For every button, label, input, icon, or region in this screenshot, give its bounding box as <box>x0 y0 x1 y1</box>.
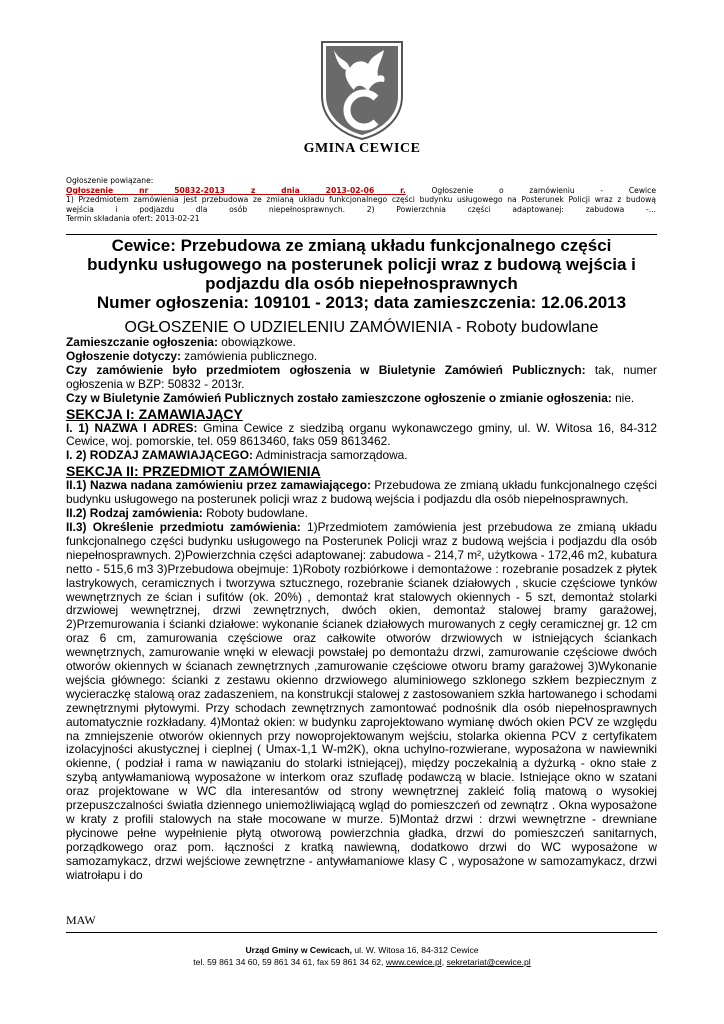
field-rodzaj-zamowienia <box>66 507 657 521</box>
related-line1 <box>66 186 656 196</box>
field-value: zamówienia publicznego. <box>180 348 318 363</box>
notice-number: Numer ogłoszenia: 109101 - 2013; data zamieszczenia: 12.06.2013 <box>96 293 627 312</box>
title-line: budynku usługowego na posterunek policji wraz z budową wejścia i <box>87 255 636 274</box>
org-name: GMINA CEWICE <box>303 141 421 156</box>
field-label: I. 2) RODZAJ ZAMAWIAJĄCEGO: <box>66 448 253 463</box>
related-line2: 1) Przedmiotem zamówienia jest przebudowa ze zmianą układu funkcjonalnego części budynku usługowego na Posterunek Policji wraz z budową <box>66 195 656 205</box>
field-label: II.1) Nazwa nadana zamówieniu przez zamawiającego: <box>66 478 371 493</box>
page-footer <box>0 944 724 968</box>
field-bzp <box>66 364 657 392</box>
divider <box>66 234 657 235</box>
related-line1-rest: Ogłoszenie o zamówieniu - Cewice <box>431 185 656 195</box>
field-zamieszczanie <box>66 336 657 350</box>
author-initials: MAW <box>66 913 96 927</box>
related-line3: wejścia i podjazdu dla osób niepełnosprawnych. 2) Powierzchnia części adaptowanej: zabudowa -... <box>66 204 656 214</box>
field-label: I. 1) NAZWA I ADRES: <box>66 420 198 435</box>
field-label: Czy zamówienie było przedmiotem ogłoszenia w Biuletynie Zamówień Publicznych: <box>66 362 586 377</box>
section-heading: SEKCJA I: ZAMAWIAJĄCY <box>66 405 243 422</box>
field-value: obowiązkowe. <box>217 335 296 349</box>
footer-email-link[interactable]: sekretariat@cewice.pl <box>446 957 531 967</box>
related-notice <box>66 176 656 224</box>
field-label: II.2) Rodzaj zamówienia: <box>66 506 203 521</box>
footer-website-link[interactable]: www.cewice.pl <box>385 957 442 967</box>
title-line: podjazdu dla osób niepełnosprawnych <box>205 274 518 293</box>
field-value: tak, numer ogłoszenia w BZP: 50832 - 2013r. <box>66 362 657 391</box>
footer-divider <box>66 932 657 933</box>
field-value: Administracja samorządowa. <box>252 448 408 463</box>
field-zmiana <box>66 392 657 406</box>
coat-of-arms-griffin-icon <box>320 40 404 140</box>
field-value: Roboty budowlane. <box>202 506 308 521</box>
field-value: nie. <box>611 390 635 405</box>
footer-address: ul. W. Witosa 16, 84-312 Cewice <box>351 945 479 955</box>
field-label: Czy w Biuletynie Zamówień Publicznych zostało zamieszczone ogłoszenie o zmianie ogłoszenia: <box>66 390 612 405</box>
footer-contacts: tel. 59 861 34 60, 59 861 34 61, fax 59 861 34 62, <box>193 957 386 967</box>
field-okreslenie <box>66 521 657 883</box>
notice-title <box>66 236 657 312</box>
footer-separator: , <box>441 957 447 967</box>
field-value: Gmina Cewice z siedzibą organu wykonawczego gminy, ul. W. Witosa 16, 84-312 Cewice, woj. pomorskie, tel. 059 8613460, faks 059 8613462. <box>66 420 657 449</box>
field-dotyczy <box>66 350 657 364</box>
field-nazwa <box>66 479 657 507</box>
field-adres <box>66 422 657 450</box>
title-line: Cewice: Przebudowa ze zmianą układu funkcjonalnego części <box>111 236 612 255</box>
field-label: Zamieszczanie ogłoszenia: <box>66 335 218 349</box>
footer-line1 <box>0 944 724 956</box>
related-label: Ogłoszenie powiązane: <box>66 176 154 185</box>
footer-org: Urząd Gminy w Cewicach, <box>245 945 352 955</box>
field-label: II.3) Określenie przedmiotu zamówienia: <box>66 519 301 534</box>
related-deadline: Termin składania ofert: 2013-02-21 <box>66 214 200 224</box>
related-notice-link[interactable]: Ogłoszenie nr 50832-2013 z dnia 2013-02-06 r. <box>66 185 406 195</box>
section-heading: SEKCJA II: PRZEDMIOT ZAMÓWIENIA <box>66 463 321 480</box>
field-label: Ogłoszenie dotyczy: <box>66 348 181 363</box>
field-rodzaj-zamawiajacego <box>66 449 657 463</box>
field-value: 1)Przedmiotem zamówienia jest przebudowa ze zmianą układu funkcjonalnego części budynku usługowego na Posterunek Policji wraz z budową wejścia i podjazdu dla osób niepełnosprawnych. 2)Powierzchnia części adaptowanej: zabudowa - 214,7 m², użytkowa - 172,46 m2, kubatura netto - 515,6 m3 3)Przebudowa obejmuje: 1)Roboty rozbiórkowe i demontażowe : rozebranie posadzek z płytek lastrykowych, ceramicznych i tworzywa sztucznego, rozebranie ścianek działowych , skucie częściowe tynków wewnętrznych ze ścian i sufitów (ok. 20%) , demontaż krat stalowych okiennych - 5 szt, demontaż stolarki drzwiowej wewnętrznej, drzwi zewnętrznych, dwóch okien, demontaż stalowej bramy garażowej, 2)Przemurowania i ścianki działowe: wykonanie ścianek działowych murowanych z cegły ceramicznej gr. 12 cm oraz 6 cm, zamurowania częściowe oraz całkowite otworów drzwiowych w istniejących ściankach wewnętrznych, zamurowanie wnęki w elewacji powstałej po demontażu drzwi, zamurowanie częściowe dwóch otworów okiennych w ścianach zewnętrznych ,zamurowanie częściowe otworu bramy garażowej 3)Wykonanie wejścia głównego: ścianki z zestawu okienno drzwiowego aluminiowego szklonego szkłem bezpiecznym z wycieraczkę stalową oraz zadaszeniem, na konstrukcji stalowej z zastosowaniem szkła hartowanego i schodami zewnętrznymi płytowymi. Przy schodach zewnętrznych zamontować podnośnik dla osób niepełnosprawnych automatycznie rozkładany. 4)Montaż okien: w budynku zaprojektowano wymianę dwóch okien PCV ze względu na zmniejszenie otworów okiennych przy nowoprojektowanym wejściu, stolarka okienna PCV z certyfikatem izolacyjności akustycznej i cieplnej ( Umax-1,1 W-m2K), okna uchylno-rozwierane, wyposażona w nawiewniki okienne, ( podział i rama w nawiązaniu do stolarki istniejącej), między poczekalnią a dyżurką - okno stałe z szybą antywłamaniową wyposażone w interkom oraz szufladę podawczą w blacie. Istniejące okno w szatani oraz projektowane w WC dla interesantów od strony wewnętrznej zakleić folią matową o wysokiej przepuszczalności światła dziennego uniemożliwiającą wgląd do pomieszczeń od zewnątrz . Okna wyposażone w kraty z profili stalowych na stałe mocowane w murze. 5)Montaż drzwi : drzwi wewnętrzne - drewniane płycinowe pełne wypełnienie płytą otworową powierzchnia gładka, drzwi do pomieszczeń sanitarnych, porządkowego oraz pom. łączności z kratką nawiewną, dodatkowo drzwi do WC wyposażone w samozamykacz, drzwi wejściowe zewnętrzne - antywłamaniowe klasy C , wyposażone w samozamykacz, drzwi wiatrołapu i do <box>66 519 657 882</box>
footer-line2 <box>0 956 724 968</box>
field-value: Przebudowa ze zmianą układu funkcjonalnego części budynku usługowego na posterunek policji wraz z budową wejścia i podjazdu dla osób niepełnosprawnych. <box>66 478 657 507</box>
notice-body <box>66 336 657 883</box>
notice-type: OGŁOSZENIE O UDZIELENIU ZAMÓWIENIA - Roboty budowlane <box>124 319 599 336</box>
